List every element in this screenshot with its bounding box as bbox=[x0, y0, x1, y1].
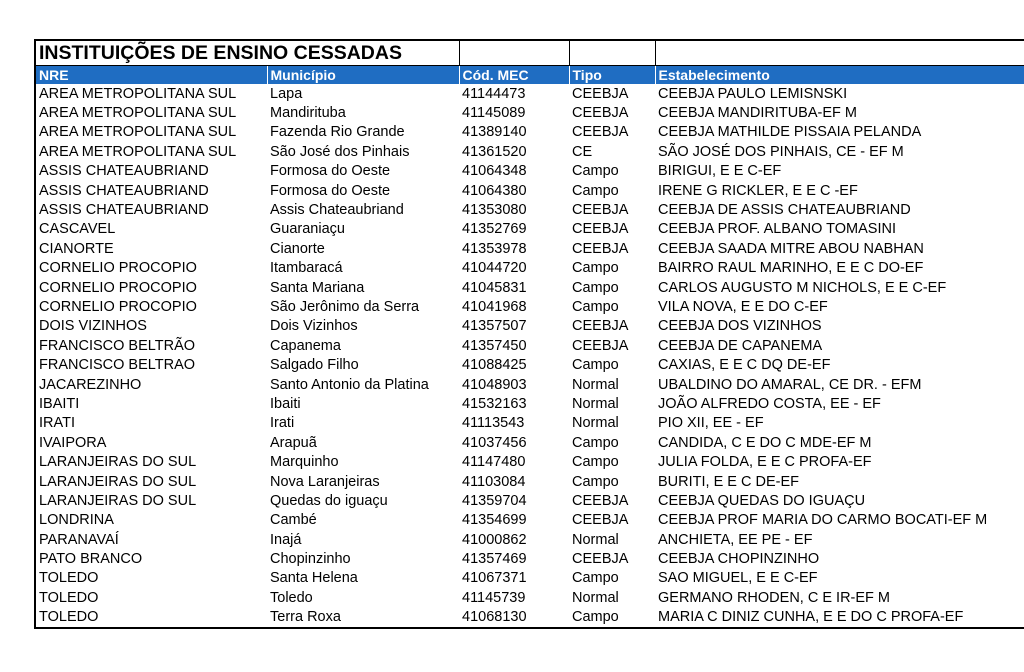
municipio-cell[interactable]: Capanema bbox=[270, 337, 341, 354]
municipio-cell[interactable]: Itambaracá bbox=[270, 260, 343, 277]
cod-mec-cell[interactable]: 41352769 bbox=[462, 221, 527, 238]
municipio-cell[interactable]: Santa Mariana bbox=[270, 279, 365, 296]
table-row bbox=[35, 355, 1024, 374]
table-row bbox=[35, 142, 1024, 161]
nre-cell[interactable]: TOLEDO bbox=[35, 569, 267, 588]
cod-mec-cell[interactable]: 41113543 bbox=[462, 415, 525, 432]
nre-cell[interactable]: AREA METROPOLITANA SUL bbox=[35, 84, 267, 103]
table-row bbox=[35, 123, 1024, 142]
tipo-cell[interactable]: Campo bbox=[572, 182, 619, 199]
tipo-cell[interactable]: Normal bbox=[572, 415, 619, 432]
estabelecimento-cell[interactable]: JULIA FOLDA, E E C PROFA-EF bbox=[658, 454, 872, 471]
tipo-cell[interactable]: Normal bbox=[572, 531, 619, 548]
estabelecimento-cell[interactable]: CARLOS AUGUSTO M NICHOLS, E E C-EF bbox=[658, 279, 947, 296]
nre-cell[interactable]: ASSIS CHATEAUBRIAND bbox=[35, 162, 267, 181]
municipio-cell[interactable]: Dois Vizinhos bbox=[270, 318, 358, 335]
table-row bbox=[35, 394, 1024, 413]
cod-mec-cell[interactable]: 41103084 bbox=[462, 473, 526, 490]
cod-mec-cell[interactable]: 41359704 bbox=[462, 492, 527, 509]
municipio-cell[interactable]: Cianorte bbox=[270, 240, 325, 257]
table-row bbox=[35, 569, 1024, 588]
cod-mec-cell[interactable]: 41088425 bbox=[462, 357, 527, 374]
nre-cell[interactable]: CASCAVEL bbox=[35, 220, 267, 239]
tipo-cell[interactable]: Normal bbox=[572, 395, 619, 412]
municipio-cell[interactable]: São José dos Pinhais bbox=[270, 143, 410, 160]
sheet-title: INSTITUIÇÕES DE ENSINO CESSADAS bbox=[35, 40, 459, 66]
cod-mec-cell[interactable]: 41041968 bbox=[462, 298, 527, 315]
municipio-cell[interactable]: Inajá bbox=[270, 531, 302, 548]
municipio-cell[interactable]: Mandirituba bbox=[270, 105, 346, 122]
estabelecimento-cell[interactable]: CEEBJA PAULO LEMISNSKI bbox=[658, 85, 848, 102]
nre-cell[interactable]: IVAIPORA bbox=[35, 433, 267, 452]
column-header-estabelecimento[interactable]: Estabelecimento bbox=[655, 66, 1024, 85]
tipo-cell[interactable]: Normal bbox=[572, 589, 619, 606]
table-row bbox=[35, 375, 1024, 394]
estabelecimento-cell[interactable]: GERMANO RHODEN, C E IR-EF M bbox=[658, 589, 891, 606]
table-row bbox=[35, 452, 1024, 471]
nre-cell[interactable]: PARANAVAÍ bbox=[35, 530, 267, 549]
tipo-cell[interactable]: CEEBJA bbox=[572, 202, 629, 219]
table-row bbox=[35, 608, 1024, 628]
municipio-cell[interactable]: Chopinzinho bbox=[270, 551, 351, 568]
municipio-cell[interactable]: Ibaiti bbox=[270, 395, 301, 412]
tipo-cell[interactable]: Campo bbox=[572, 279, 619, 296]
tipo-cell[interactable]: Campo bbox=[569, 608, 655, 628]
tipo-cell[interactable]: CEEBJA bbox=[572, 105, 629, 122]
table-row bbox=[35, 278, 1024, 297]
cod-mec-cell[interactable]: 41145739 bbox=[462, 589, 526, 606]
cod-mec-cell[interactable]: 41147480 bbox=[462, 454, 526, 471]
nre-cell[interactable]: IRATI bbox=[35, 414, 267, 433]
table-row bbox=[35, 103, 1024, 122]
cod-mec-cell[interactable]: 41357469 bbox=[462, 551, 527, 568]
nre-cell[interactable]: CORNELIO PROCOPIO bbox=[35, 278, 267, 297]
schools-table bbox=[34, 39, 1024, 629]
estabelecimento-cell[interactable]: UBALDINO DO AMARAL, CE DR. - EFM bbox=[658, 376, 922, 393]
tipo-cell[interactable]: Campo bbox=[572, 570, 619, 587]
estabelecimento-cell[interactable]: SAO MIGUEL, E E C-EF bbox=[658, 570, 818, 587]
table-row bbox=[35, 588, 1024, 607]
municipio-cell[interactable]: Assis Chateaubriand bbox=[270, 202, 404, 219]
table-row bbox=[35, 297, 1024, 316]
cod-mec-cell[interactable]: 41357450 bbox=[462, 337, 527, 354]
estabelecimento-cell[interactable]: CEEBJA PROF MARIA DO CARMO BOCATI-EF M bbox=[658, 512, 988, 529]
nre-cell[interactable]: CIANORTE bbox=[35, 239, 267, 258]
cod-mec-cell[interactable]: 41144473 bbox=[462, 85, 526, 102]
estabelecimento-cell[interactable]: CANDIDA, C E DO C MDE-EF M bbox=[658, 434, 872, 451]
nre-cell[interactable]: CORNELIO PROCOPIO bbox=[35, 259, 267, 278]
nre-cell[interactable]: FRANCISCO BELTRÃO bbox=[35, 336, 267, 355]
nre-cell[interactable]: TOLEDO bbox=[35, 608, 267, 628]
cod-mec-cell[interactable]: 41037456 bbox=[462, 434, 527, 451]
tipo-cell[interactable]: CEEBJA bbox=[572, 512, 629, 529]
estabelecimento-cell[interactable]: CAXIAS, E E C DQ DE-EF bbox=[658, 357, 831, 374]
estabelecimento-cell[interactable]: CEEBJA MATHILDE PISSAIA PELANDA bbox=[658, 124, 922, 141]
nre-cell[interactable]: JACAREZINHO bbox=[35, 375, 267, 394]
cod-mec-cell[interactable]: 41000862 bbox=[462, 531, 527, 548]
cod-mec-cell[interactable]: 41045831 bbox=[462, 279, 527, 296]
cod-mec-cell[interactable]: 41064348 bbox=[462, 163, 527, 180]
tipo-cell[interactable]: Campo bbox=[572, 473, 619, 490]
estabelecimento-cell[interactable]: CEEBJA MANDIRITUBA-EF M bbox=[658, 105, 857, 122]
title-row bbox=[35, 40, 1024, 66]
tipo-cell[interactable]: CEEBJA bbox=[572, 551, 629, 568]
nre-cell[interactable]: LONDRINA bbox=[35, 511, 267, 530]
municipio-cell[interactable]: Irati bbox=[270, 415, 295, 432]
table-row bbox=[35, 472, 1024, 491]
nre-cell[interactable]: LARANJEIRAS DO SUL bbox=[35, 472, 267, 491]
cod-mec-cell[interactable]: 41389140 bbox=[462, 124, 527, 141]
cod-mec-cell[interactable]: 41048903 bbox=[462, 376, 527, 393]
nre-cell[interactable]: ASSIS CHATEAUBRIAND bbox=[35, 200, 267, 219]
tipo-cell[interactable]: Campo bbox=[572, 260, 619, 277]
table-row bbox=[35, 511, 1024, 530]
estabelecimento-cell[interactable]: SÃO JOSÉ DOS PINHAIS, CE - EF M bbox=[658, 143, 904, 160]
tipo-cell[interactable]: Campo bbox=[572, 357, 619, 374]
tipo-cell[interactable]: CEEBJA bbox=[572, 318, 629, 335]
table-row bbox=[35, 84, 1024, 103]
cod-mec-cell[interactable]: 41068130 bbox=[459, 608, 569, 628]
municipio-cell[interactable]: Toledo bbox=[270, 589, 313, 606]
table-row bbox=[35, 491, 1024, 510]
municipio-cell[interactable]: Arapuã bbox=[270, 434, 317, 451]
municipio-cell[interactable]: Marquinho bbox=[270, 454, 339, 471]
tipo-cell[interactable]: Campo bbox=[572, 434, 619, 451]
table-row bbox=[35, 200, 1024, 219]
nre-cell[interactable]: AREA METROPOLITANA SUL bbox=[35, 142, 267, 161]
table-row bbox=[35, 220, 1024, 239]
estabelecimento-cell[interactable]: JOÃO ALFREDO COSTA, EE - EF bbox=[658, 395, 881, 412]
table-row bbox=[35, 530, 1024, 549]
nre-cell[interactable]: LARANJEIRAS DO SUL bbox=[35, 491, 267, 510]
nre-cell[interactable]: ASSIS CHATEAUBRIAND bbox=[35, 181, 267, 200]
municipio-cell[interactable]: Santo Antonio da Platina bbox=[270, 376, 429, 393]
cod-mec-cell[interactable]: 41145089 bbox=[462, 105, 526, 122]
estabelecimento-cell[interactable]: ANCHIETA, EE PE - EF bbox=[658, 531, 813, 548]
estabelecimento-cell[interactable]: CEEBJA CHOPINZINHO bbox=[658, 551, 820, 568]
column-header-cod-mec[interactable]: Cód. MEC bbox=[459, 66, 569, 85]
nre-cell[interactable]: PATO BRANCO bbox=[35, 549, 267, 568]
nre-cell[interactable]: FRANCISCO BELTRAO bbox=[35, 355, 267, 374]
nre-cell[interactable]: DOIS VIZINHOS bbox=[35, 317, 267, 336]
tipo-cell[interactable]: CEEBJA bbox=[572, 337, 629, 354]
municipio-cell[interactable]: Lapa bbox=[270, 85, 303, 102]
table-row bbox=[35, 317, 1024, 336]
tipo-cell[interactable]: CEEBJA bbox=[572, 124, 629, 141]
estabelecimento-cell[interactable]: IRENE G RICKLER, E E C -EF bbox=[658, 182, 858, 199]
estabelecimento-cell[interactable]: PIO XII, EE - EF bbox=[658, 415, 764, 432]
nre-cell[interactable]: LARANJEIRAS DO SUL bbox=[35, 452, 267, 471]
table-row bbox=[35, 162, 1024, 181]
table-row bbox=[35, 414, 1024, 433]
estabelecimento-cell[interactable]: CEEBJA DE ASSIS CHATEAUBRIAND bbox=[658, 202, 911, 219]
empty-cell bbox=[459, 40, 569, 66]
cod-mec-cell[interactable]: 41357507 bbox=[462, 318, 527, 335]
tipo-cell[interactable]: CEEBJA bbox=[572, 492, 629, 509]
municipio-cell[interactable]: Nova Laranjeiras bbox=[270, 473, 380, 490]
cod-mec-cell[interactable]: 41361520 bbox=[462, 143, 527, 160]
table-row bbox=[35, 181, 1024, 200]
table-row bbox=[35, 433, 1024, 452]
municipio-cell[interactable]: Formosa do Oeste bbox=[270, 163, 391, 180]
nre-cell[interactable]: AREA METROPOLITANA SUL bbox=[35, 123, 267, 142]
table-body bbox=[35, 84, 1024, 628]
cod-mec-cell[interactable]: 41064380 bbox=[462, 182, 527, 199]
column-header-nre[interactable]: NRE bbox=[35, 66, 267, 85]
table-row bbox=[35, 336, 1024, 355]
cod-mec-cell[interactable]: 41532163 bbox=[462, 395, 527, 412]
estabelecimento-cell[interactable]: CEEBJA QUEDAS DO IGUAÇU bbox=[658, 492, 866, 509]
tipo-cell[interactable]: Campo bbox=[572, 298, 619, 315]
table-row bbox=[35, 549, 1024, 568]
estabelecimento-cell[interactable]: CEEBJA DOS VIZINHOS bbox=[658, 318, 822, 335]
cod-mec-cell[interactable]: 41067371 bbox=[462, 570, 527, 587]
estabelecimento-cell[interactable]: BIRIGUI, E E C-EF bbox=[658, 163, 782, 180]
tipo-cell[interactable]: Campo bbox=[572, 454, 619, 471]
nre-cell[interactable]: CORNELIO PROCOPIO bbox=[35, 297, 267, 316]
column-header-municipio[interactable]: Município bbox=[267, 66, 459, 85]
municipio-cell[interactable]: Terra Roxa bbox=[267, 608, 459, 628]
municipio-cell[interactable]: Salgado Filho bbox=[270, 357, 359, 374]
municipio-cell[interactable]: Quedas do iguaçu bbox=[270, 492, 388, 509]
municipio-cell[interactable]: Guaraniaçu bbox=[270, 221, 345, 238]
estabelecimento-cell[interactable]: CEEBJA PROF. ALBANO TOMASINI bbox=[658, 221, 896, 238]
estabelecimento-cell[interactable]: MARIA C DINIZ CUNHA, E E DO C PROFA-EF bbox=[655, 608, 1024, 628]
empty-cell bbox=[655, 40, 1024, 66]
cod-mec-cell[interactable]: 41044720 bbox=[462, 260, 527, 277]
municipio-cell[interactable]: Formosa do Oeste bbox=[270, 182, 391, 199]
tipo-cell[interactable]: Normal bbox=[572, 376, 619, 393]
estabelecimento-cell[interactable]: CEEBJA DE CAPANEMA bbox=[658, 337, 823, 354]
column-header-tipo[interactable]: Tipo bbox=[569, 66, 655, 85]
cod-mec-cell[interactable]: 41353080 bbox=[462, 202, 527, 219]
tipo-cell[interactable]: CEEBJA bbox=[572, 240, 629, 257]
estabelecimento-cell[interactable]: BURITI, E E C DE-EF bbox=[658, 473, 799, 490]
table-row bbox=[35, 239, 1024, 258]
cod-mec-cell[interactable]: 41353978 bbox=[462, 240, 527, 257]
municipio-cell[interactable]: Fazenda Rio Grande bbox=[270, 124, 405, 141]
nre-cell[interactable]: IBAITI bbox=[35, 394, 267, 413]
header-row bbox=[35, 66, 1024, 85]
table-row bbox=[35, 259, 1024, 278]
estabelecimento-cell[interactable]: CEEBJA SAADA MITRE ABOU NABHAN bbox=[658, 240, 924, 257]
estabelecimento-cell[interactable]: VILA NOVA, E E DO C-EF bbox=[658, 298, 828, 315]
tipo-cell[interactable]: CEEBJA bbox=[572, 221, 629, 238]
municipio-cell[interactable]: São Jerônimo da Serra bbox=[270, 298, 420, 315]
tipo-cell[interactable]: CEEBJA bbox=[572, 85, 629, 102]
estabelecimento-cell[interactable]: BAIRRO RAUL MARINHO, E E C DO-EF bbox=[658, 260, 924, 277]
municipio-cell[interactable]: Cambé bbox=[270, 512, 317, 529]
municipio-cell[interactable]: Santa Helena bbox=[270, 570, 358, 587]
tipo-cell[interactable]: Campo bbox=[572, 163, 619, 180]
tipo-cell[interactable]: CE bbox=[572, 143, 593, 160]
empty-cell bbox=[569, 40, 655, 66]
nre-cell[interactable]: AREA METROPOLITANA SUL bbox=[35, 103, 267, 122]
cod-mec-cell[interactable]: 41354699 bbox=[462, 512, 527, 529]
nre-cell[interactable]: TOLEDO bbox=[35, 588, 267, 607]
